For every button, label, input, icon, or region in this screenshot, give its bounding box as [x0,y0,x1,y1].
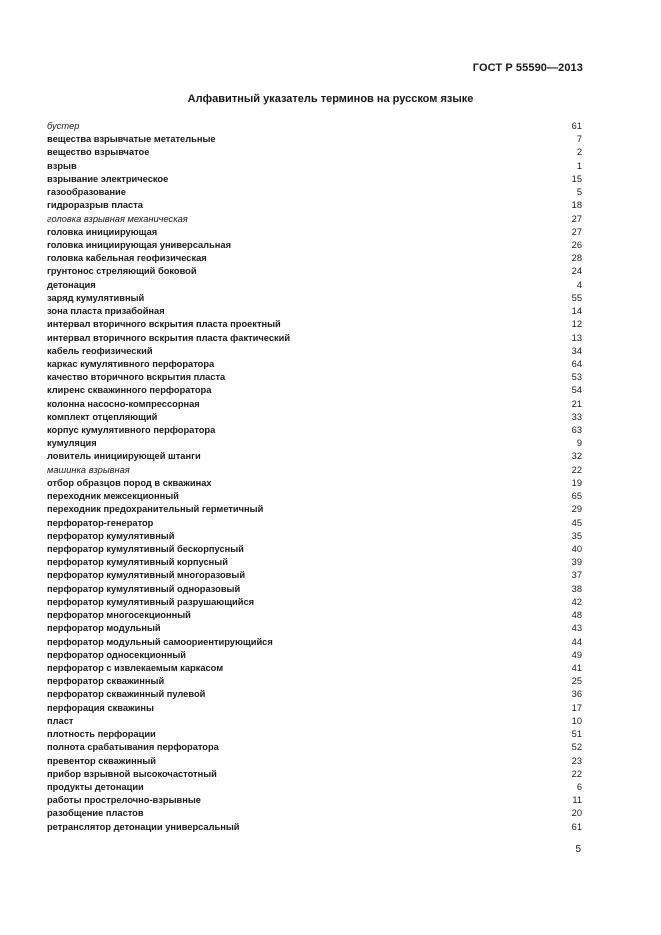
index-entry [47,688,582,701]
index-entry-page: 65 [571,491,582,502]
index-entry-term: переходник межсекционный [47,491,179,502]
index-entry-page: 26 [571,239,582,250]
index-entry [47,332,582,345]
index-entry [47,437,582,450]
index-entry-term: перфоратор кумулятивный бескорпусный [47,544,244,554]
index-entry-term: бустер [47,121,80,131]
index-entry-page: 48 [571,610,582,621]
index-entry [47,596,582,609]
index-entry-page: 49 [571,649,582,660]
index-entry-term: зона пласта призабойная [47,306,165,317]
index-entry [47,186,582,199]
index-title: Алфавитный указатель терминов на русском языке [187,93,474,105]
index-entry-page: 11 [572,795,582,806]
index-entry-page: 55 [571,292,582,303]
index-entry [47,345,582,358]
index-entry-term: перфоратор модульный самоориентирующийся [47,636,273,647]
index-entry-term: разобщение пластов [47,808,144,819]
index-entry-term: переходник предохранительный герметичный [47,504,264,515]
index-entry-term: перфоратор с извлекаемым каркасом [47,662,224,673]
index-entry-page: 1 [576,160,582,171]
index-entry-page: 35 [571,530,582,541]
index-entry-term: ловитель инициирующей штанги [47,451,201,462]
index-entry [47,649,582,662]
index-entry-page: 44 [571,636,582,647]
index-entry [47,569,582,582]
index-entry-page: 51 [571,729,582,740]
index-entry [47,120,582,133]
index-entry-term: перфоратор кумулятивный одноразовый [47,583,241,594]
index-entry [47,768,582,781]
index-entry [47,556,582,569]
index-entry [47,371,582,384]
index-entry-page: 20 [571,808,582,819]
index-entry-page: 33 [571,411,582,422]
index-entry-page: 39 [571,557,582,568]
index-entry-term: головка взрывная механическая [47,213,188,224]
index-entry-page: 19 [571,477,582,488]
index-entry-page: 22 [571,768,582,779]
index-entry [47,807,582,820]
index-entry-page: 41 [571,662,582,673]
index-entry-page: 54 [571,385,582,396]
index-entry [47,609,582,622]
index-entry [47,715,582,728]
index-entry-term: каркас кумулятивного перфоратора [47,358,215,369]
index-entry-page: 14 [571,306,582,317]
index-entry [47,411,582,424]
index-entry-page: 29 [571,504,582,515]
index-entry-page: 25 [571,676,582,687]
index-entry [47,305,582,318]
index-entry-term: превентор скважинный [47,755,156,766]
index-entry-term: перфоратор односекционный [47,649,186,660]
index-entry [47,728,582,741]
index-entry-page: 27 [571,226,582,237]
index-entry [47,265,582,278]
index-entry [47,781,582,794]
index-entry [47,583,582,596]
index-entry-term: ретранслятор детонации универсальный [47,821,240,832]
index-entry-term: вещество взрывчатое [47,147,150,158]
index-entry-term: грунтонос стреляющий боковой [47,266,197,277]
index-entry-page: 61 [571,121,582,131]
index-entry-term: полнота срабатывания перфоратора [47,742,219,753]
index-entry-page: 12 [571,319,582,330]
index-entry-term: перфоратор кумулятивный [47,530,175,541]
index-entry-page: 37 [571,570,582,581]
index-entry-page: 6 [576,781,582,792]
page-number: 5 [575,844,581,855]
index-entry [47,424,582,437]
index-entry [47,384,582,397]
index-entry-term: детонация [47,279,96,290]
index-entry [47,741,582,754]
index-entry-page: 24 [571,266,582,277]
index-entry-page: 23 [571,755,582,766]
index-entry [47,199,582,212]
index-entry [47,160,582,173]
index-entry-term: работы прострелочно-взрывные [47,795,201,806]
index-entry-page: 18 [571,200,582,211]
index-entry [47,477,582,490]
index-entry-page: 13 [571,332,582,343]
index-entry-page: 9 [576,438,582,449]
index-entry-term: заряд кумулятивный [47,292,145,303]
index-entry-term: взрыв [47,160,77,171]
index-entry-page: 43 [571,623,582,634]
index-entry-page: 40 [571,544,582,554]
index-entry-term: перфоратор кумулятивный разрушающийся [47,596,255,607]
index-entry [47,226,582,239]
index-entry-term: перфоратор кумулятивный многоразовый [47,570,246,581]
index-entry-term: колонна насосно-компрессорная [47,398,200,409]
index-entry-page: 7 [576,134,582,145]
index-entry-page: 36 [571,689,582,700]
index-entry-page: 5 [576,187,582,198]
index-entry-term: взрывание электрическое [47,173,169,184]
document-standard-id: ГОСТ Р 55590—2013 [472,62,583,74]
index-entry [47,490,582,503]
index-entry [47,821,582,834]
index-entry-term: перфоратор модульный [47,623,161,634]
index-entry-page: 10 [571,715,582,726]
term-index-list [47,120,582,834]
index-entry-term: гидроразрыв пласта [47,200,143,211]
index-entry-term: головка инициирующая универсальная [47,239,232,250]
index-entry-term: клиренс скважинного перфоратора [47,385,212,396]
index-entry [47,702,582,715]
index-entry-page: 34 [571,345,582,356]
index-entry-term: плотность перфорации [47,729,156,740]
index-entry [47,292,582,305]
index-entry-term: кумуляция [47,438,97,449]
index-entry-term: вещества взрывчатые метательные [47,134,216,145]
index-entry [47,173,582,186]
index-entry [47,530,582,543]
index-entry-term: перфоратор скважинный пулевой [47,689,206,700]
index-entry-term: отбор образцов пород в скважинах [47,477,212,488]
index-entry-page: 63 [571,425,582,436]
index-entry-term: перфоратор скважинный [47,676,165,687]
index-entry-term: перфоратор многосекционный [47,610,191,621]
index-entry-page: 15 [571,173,582,184]
index-entry-page: 2 [576,147,582,158]
index-entry-term: прибор взрывной высокочастотный [47,768,217,779]
index-entry-page: 53 [571,372,582,383]
index-entry-term: головка кабельная геофизическая [47,253,207,264]
index-entry-page: 52 [571,742,582,753]
index-entry [47,636,582,649]
index-entry-page: 27 [571,213,582,224]
index-entry-page: 17 [571,702,582,713]
index-entry [47,239,582,252]
index-entry-term: перфоратор кумулятивный корпусный [47,557,228,568]
index-entry [47,358,582,371]
index-entry [47,252,582,265]
index-entry [47,279,582,292]
index-entry [47,213,582,226]
index-entry-term: перфорация скважины [47,702,154,713]
index-entry-page: 21 [571,398,582,409]
index-entry [47,794,582,807]
index-entry-term: кабель геофизический [47,345,153,356]
index-entry-term: газообразование [47,187,126,198]
index-entry [47,318,582,331]
index-entry-term: продукты детонации [47,781,144,792]
index-entry-page: 61 [571,821,582,832]
index-entry-page: 4 [576,279,582,290]
index-entry [47,517,582,530]
index-entry-term: интервал вторичного вскрытия пласта фактический [47,332,291,343]
index-entry-page: 42 [571,596,582,607]
index-entry [47,675,582,688]
index-entry [47,146,582,159]
index-entry-page: 22 [571,464,582,475]
index-entry-term: головка инициирующая [47,226,158,237]
index-entry [47,622,582,635]
index-entry-page: 38 [571,583,582,594]
index-entry-page: 45 [571,517,582,528]
index-entry-page: 28 [571,253,582,264]
index-entry-page: 32 [571,451,582,462]
index-entry-term: качество вторичного вскрытия пласта [47,372,226,383]
index-entry [47,503,582,516]
index-entry [47,543,582,556]
index-entry [47,398,582,411]
index-entry-term: интервал вторичного вскрытия пласта проектный [47,319,281,330]
index-entry [47,133,582,146]
index-entry [47,450,582,463]
index-entry [47,662,582,675]
index-entry-term: корпус кумулятивного перфоратора [47,425,216,436]
index-entry-term: комплект отцепляющий [47,411,158,422]
index-entry-term: перфоратор-генератор [47,517,154,528]
index-entry [47,464,582,477]
index-entry-term: пласт [47,715,74,726]
index-entry-term: машинка взрывная [47,464,130,475]
index-entry-page: 64 [571,358,582,369]
index-entry [47,755,582,768]
